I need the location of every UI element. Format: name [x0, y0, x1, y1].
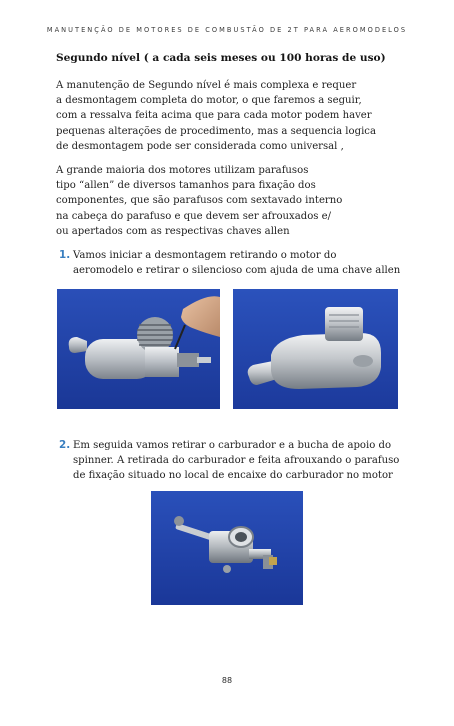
paragraph-line: A grande maioria dos motores utilizam parafusos — [56, 165, 309, 176]
paragraph-line: tipo “allen” de diversos tamanhos para fixação dos — [56, 180, 316, 192]
running-header: MANUTENÇÃO DE MOTORES DE COMBUSTÃO DE 2T PARA AEROMODELOS — [46, 26, 408, 34]
paragraph-line: a desmontagem completa do motor, o que faremos a seguir, — [56, 95, 362, 107]
paragraph-2 — [56, 163, 342, 239]
step-number: 1. — [59, 249, 71, 261]
paragraph-line: pequenas alterações de procedimento, mas a sequencia logica — [56, 125, 376, 137]
step-line: Vamos iniciar a desmontagem retirando o motor do — [73, 250, 337, 261]
step-line: de fixação situado no local de encaixe do carburador no motor — [73, 470, 393, 482]
section-title: Segundo nível ( a cada seis meses ou 100 horas de uso) — [56, 52, 386, 64]
engine-with-muffler-photo — [57, 289, 220, 409]
muffler-photo — [233, 289, 398, 409]
paragraph-line: com a ressalva feita acima que para cada motor podem haver — [56, 110, 372, 122]
paragraph-line: componentes, que são parafusos com sextavado interno — [56, 195, 343, 207]
carburetor-photo — [151, 491, 303, 605]
page-number: 88 — [221, 676, 233, 685]
paragraph-1 — [56, 78, 376, 154]
paragraph-line: na cabeça do parafuso e que devem ser afrouxados e/ — [56, 210, 332, 222]
paragraph-line: A manutenção de Segundo nível é mais complexa e requer — [56, 80, 357, 91]
paragraph-line: de desmontagem pode ser considerada como universal , — [56, 140, 344, 152]
step-line: spinner. A retirada do carburador e feita afrouxando o parafuso — [73, 455, 400, 467]
step-line: Em seguida vamos retirar o carburador e a bucha de apoio do — [73, 440, 392, 451]
step-number: 2. — [59, 439, 71, 451]
step-line: aeromodelo e retirar o silencioso com ajuda de uma chave allen — [73, 265, 401, 277]
paragraph-line: ou apertados com as respectivas chaves allen — [56, 225, 290, 237]
